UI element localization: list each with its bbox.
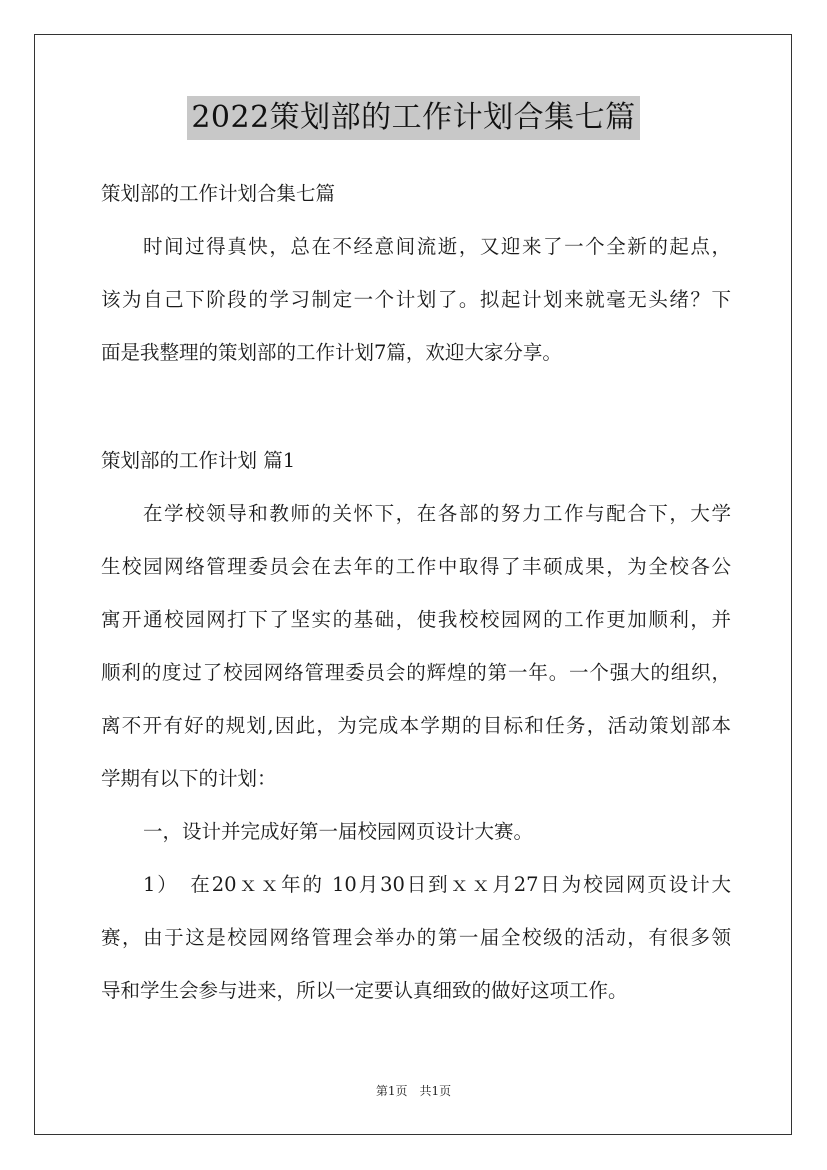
paragraph-line: 生校园网络管理委员会在去年的工作中取得了丰硕成果，为全校各公 — [101, 555, 731, 578]
paragraph-line: 在学校领导和教师的关怀下，在各部的努力工作与配合下，大学 — [143, 502, 731, 525]
paragraph-line: 离不开有好的规划,因此，为完成本学期的目标和任务，活动策划部本 — [101, 714, 731, 737]
intro-line: 时间过得真快，总在不经意间流逝，又迎来了一个全新的起点， — [143, 235, 731, 258]
list-item: 一，设计并完成好第一届校园网页设计大赛。 — [143, 820, 534, 843]
document-title: 2022策划部的工作计划合集七篇 — [187, 96, 639, 140]
page-footer: 第1页 共1页 — [375, 1084, 452, 1098]
document-body — [101, 175, 731, 1010]
sub-item-line: 1） 在20ｘｘ年的 10月30日到ｘｘ月27日为校园网页设计大 — [143, 873, 731, 896]
paragraph-line: 学期有以下的计划： — [101, 767, 277, 790]
paragraph-line: 顺利的度过了校园网络管理委员会的辉煌的第一年。一个强大的组织， — [101, 661, 731, 684]
sub-item-line: 赛，由于这是校园网络管理会举办的第一届全校级的活动，有很多领 — [101, 926, 731, 949]
intro-line: 面是我整理的策划部的工作计划7篇，欢迎大家分享。 — [101, 341, 562, 364]
sub-item-line: 导和学生会参与进来，所以一定要认真细致的做好这项工作。 — [101, 979, 628, 1002]
title-area — [0, 96, 827, 140]
paragraph-line: 寓开通校园网打下了坚实的基础，使我校校园网的工作更加顺利，并 — [101, 608, 731, 631]
section-heading: 策划部的工作计划 篇1 — [101, 449, 296, 472]
document-subtitle: 策划部的工作计划合集七篇 — [101, 182, 336, 205]
intro-line: 该为自己下阶段的学习制定一个计划了。拟起计划来就毫无头绪？下 — [101, 288, 731, 311]
